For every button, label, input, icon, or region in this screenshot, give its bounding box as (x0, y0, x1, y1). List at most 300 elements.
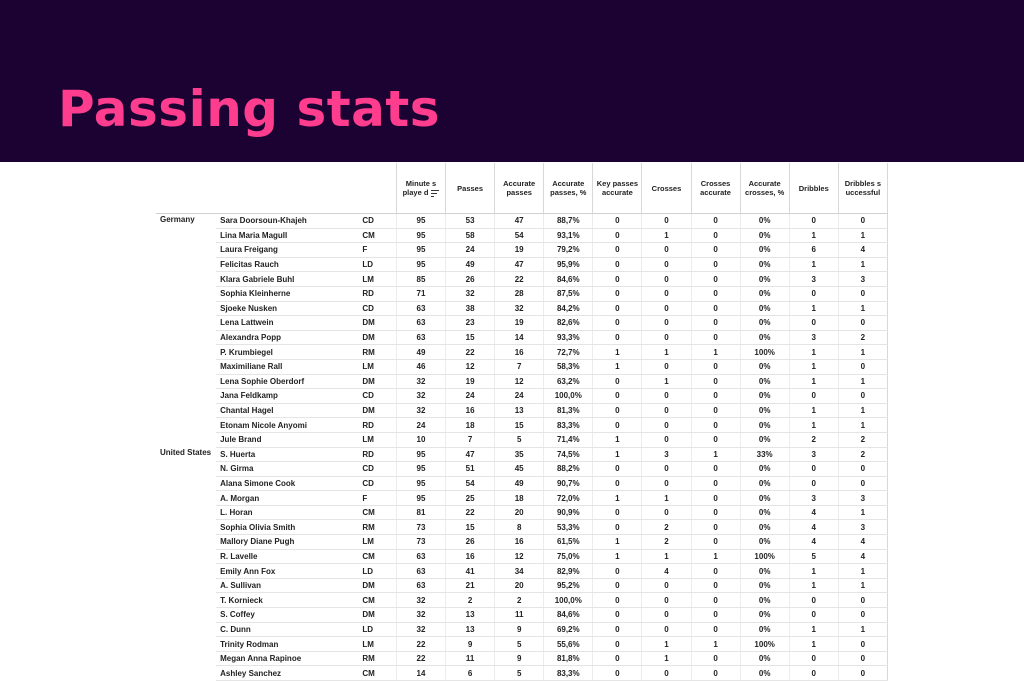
player-name: Felicitas Rauch (216, 257, 358, 272)
stat-cell: 0 (642, 316, 691, 331)
stat-cell: 1 (642, 651, 691, 666)
stat-cell: 83,3% (544, 666, 593, 681)
player-position: LM (358, 432, 396, 447)
stat-cell: 13 (446, 608, 495, 623)
stat-cell: 0% (740, 520, 789, 535)
stat-cell: 1 (789, 622, 838, 637)
stat-cell: 0% (740, 243, 789, 258)
team-name: United States (160, 448, 212, 457)
player-position: RM (358, 345, 396, 360)
stat-cell: 5 (495, 637, 544, 652)
table-row (156, 345, 888, 360)
stat-cell: 0 (593, 622, 642, 637)
header-team-blank (156, 163, 216, 214)
stat-cell: 58,3% (544, 359, 593, 374)
stat-cell: 3 (642, 447, 691, 462)
table-row (156, 403, 888, 418)
stat-cell: 19 (446, 374, 495, 389)
stat-cell: 1 (593, 447, 642, 462)
stat-cell: 95 (396, 257, 445, 272)
player-name: Lena Lattwein (216, 316, 358, 331)
table-row (156, 462, 888, 477)
stat-cell: 0 (691, 578, 740, 593)
player-position: DM (358, 403, 396, 418)
stat-cell: 85 (396, 272, 445, 287)
stat-cell: 61,5% (544, 535, 593, 550)
stat-cell: 0% (740, 286, 789, 301)
stat-cell: 0 (642, 622, 691, 637)
stat-cell: 0 (642, 418, 691, 433)
stat-cell: 0 (642, 666, 691, 681)
stat-cell: 84,6% (544, 608, 593, 623)
stat-cell: 11 (495, 608, 544, 623)
stat-cell: 79,2% (544, 243, 593, 258)
player-name: Chantal Hagel (216, 403, 358, 418)
column-header-label: Crosses (651, 183, 682, 193)
stat-cell: 0% (740, 535, 789, 550)
stat-cell: 3 (789, 491, 838, 506)
stat-cell: 0 (691, 243, 740, 258)
player-name: C. Dunn (216, 622, 358, 637)
stat-cell: 81,3% (544, 403, 593, 418)
table-row (156, 637, 888, 652)
stat-cell: 75,0% (544, 549, 593, 564)
stat-cell: 0 (691, 564, 740, 579)
stat-cell: 0 (789, 593, 838, 608)
stat-cell: 0% (740, 578, 789, 593)
player-name: A. Sullivan (216, 578, 358, 593)
stat-cell: 32 (446, 286, 495, 301)
stat-cell: 0 (691, 462, 740, 477)
stat-cell: 0 (838, 476, 887, 491)
player-name: Etonam Nicole Anyomi (216, 418, 358, 433)
stat-cell: 32 (396, 608, 445, 623)
stat-cell: 100% (740, 345, 789, 360)
player-name: Emily Ann Fox (216, 564, 358, 579)
stat-cell: 0 (642, 432, 691, 447)
stat-cell: 1 (789, 345, 838, 360)
stat-cell: 0% (740, 476, 789, 491)
player-name: Sophia Olivia Smith (216, 520, 358, 535)
player-name: Megan Anna Rapinoe (216, 651, 358, 666)
stat-cell: 0% (740, 432, 789, 447)
stat-cell: 15 (446, 520, 495, 535)
stat-cell: 0 (691, 403, 740, 418)
stat-cell: 4 (838, 549, 887, 564)
table-row (156, 418, 888, 433)
stat-cell: 12 (446, 359, 495, 374)
stat-cell: 22 (446, 345, 495, 360)
stat-cell: 0 (593, 316, 642, 331)
stat-cell: 32 (396, 593, 445, 608)
stat-cell: 23 (446, 316, 495, 331)
stat-cell: 2 (495, 593, 544, 608)
table-row (156, 374, 888, 389)
stat-cell: 0 (789, 389, 838, 404)
stat-cell: 0 (593, 403, 642, 418)
stat-cell: 28 (495, 286, 544, 301)
table-row (156, 286, 888, 301)
column-header (838, 163, 887, 214)
passing-stats-table (156, 163, 888, 681)
column-header-label: Passes (457, 183, 484, 193)
stat-cell: 1 (838, 578, 887, 593)
player-name: Klara Gabriele Buhl (216, 272, 358, 287)
stat-cell: 0 (593, 374, 642, 389)
column-header (593, 163, 642, 214)
stat-cell: 0% (740, 564, 789, 579)
player-name: Ashley Sanchez (216, 666, 358, 681)
player-position: CD (358, 389, 396, 404)
stat-cell: 0 (642, 462, 691, 477)
player-name: Laura Freigang (216, 243, 358, 258)
player-position: RD (358, 418, 396, 433)
header-name-blank (216, 163, 358, 214)
stat-cell: 34 (495, 564, 544, 579)
stat-cell: 13 (495, 403, 544, 418)
stat-cell: 32 (396, 389, 445, 404)
stat-cell: 63 (396, 578, 445, 593)
table-row (156, 549, 888, 564)
stat-cell: 4 (789, 505, 838, 520)
stat-cell: 0 (838, 637, 887, 652)
stat-cell: 0% (740, 228, 789, 243)
player-name: Lena Sophie Oberdorf (216, 374, 358, 389)
stat-cell: 24 (446, 389, 495, 404)
stat-cell: 18 (495, 491, 544, 506)
stat-cell: 47 (446, 447, 495, 462)
stat-cell: 22 (396, 651, 445, 666)
stat-cell: 0 (789, 316, 838, 331)
stat-cell: 72,0% (544, 491, 593, 506)
column-header (495, 163, 544, 214)
column-header-label: Crosses accurate (700, 179, 731, 197)
team-name: Germany (160, 215, 195, 224)
stat-cell: 1 (789, 257, 838, 272)
sort-icon[interactable] (431, 190, 439, 197)
player-name: Lina Maria Magull (216, 228, 358, 243)
player-position: CM (358, 666, 396, 681)
player-name: S. Huerta (216, 447, 358, 462)
stat-cell: 20 (495, 505, 544, 520)
stat-cell: 26 (446, 535, 495, 550)
stat-cell: 95,9% (544, 257, 593, 272)
stat-cell: 19 (495, 243, 544, 258)
player-name: Alana Simone Cook (216, 476, 358, 491)
player-position: CM (358, 549, 396, 564)
stat-cell: 90,9% (544, 505, 593, 520)
stat-cell: 100% (740, 637, 789, 652)
stat-cell: 1 (789, 637, 838, 652)
stat-cell: 1 (593, 491, 642, 506)
stat-cell: 0% (740, 214, 789, 229)
stat-cell: 88,7% (544, 214, 593, 229)
stat-cell: 0 (789, 476, 838, 491)
column-header (642, 163, 691, 214)
stat-cell: 0 (838, 666, 887, 681)
stat-cell: 63 (396, 301, 445, 316)
column-header-label: Accurate crosses, % (745, 179, 785, 197)
player-name: S. Coffey (216, 608, 358, 623)
stat-cell: 0% (740, 389, 789, 404)
stat-cell: 5 (495, 666, 544, 681)
stat-cell: 46 (396, 359, 445, 374)
stat-cell: 2 (789, 432, 838, 447)
stat-cell: 0 (691, 374, 740, 389)
stat-cell: 2 (838, 447, 887, 462)
stat-cell: 1 (691, 637, 740, 652)
stat-cell: 84,2% (544, 301, 593, 316)
stat-cell: 63 (396, 564, 445, 579)
stat-cell: 24 (396, 418, 445, 433)
stat-cell: 0% (740, 403, 789, 418)
stat-cell: 32 (495, 301, 544, 316)
stat-cell: 0 (838, 286, 887, 301)
player-position: LD (358, 622, 396, 637)
column-header-label: Dribbles (798, 183, 829, 193)
stat-cell: 0 (838, 608, 887, 623)
stat-cell: 1 (593, 345, 642, 360)
stat-cell: 0% (740, 301, 789, 316)
table-row (156, 257, 888, 272)
stat-cell: 0 (642, 505, 691, 520)
stat-cell: 69,2% (544, 622, 593, 637)
stat-cell: 82,6% (544, 316, 593, 331)
stat-cell: 0 (642, 257, 691, 272)
stat-cell: 0 (593, 257, 642, 272)
stat-cell: 95 (396, 214, 445, 229)
player-position: CD (358, 476, 396, 491)
stat-cell: 1 (789, 564, 838, 579)
stat-cell: 47 (495, 214, 544, 229)
stat-cell: 0 (593, 637, 642, 652)
player-name: Sara Doorsoun-Khajeh (216, 214, 358, 229)
stat-cell: 0 (593, 593, 642, 608)
stat-cell: 0 (691, 418, 740, 433)
player-name: Trinity Rodman (216, 637, 358, 652)
stat-cell: 63 (396, 316, 445, 331)
stat-cell: 0 (691, 666, 740, 681)
stat-cell: 16 (495, 345, 544, 360)
stat-cell: 19 (495, 316, 544, 331)
stat-cell: 90,7% (544, 476, 593, 491)
stat-cell: 0 (691, 272, 740, 287)
stat-cell: 93,3% (544, 330, 593, 345)
player-position: RM (358, 651, 396, 666)
player-position: CD (358, 462, 396, 477)
stat-cell: 2 (838, 432, 887, 447)
player-name: Sjoeke Nusken (216, 301, 358, 316)
stat-cell: 0 (789, 651, 838, 666)
stat-cell: 0 (593, 286, 642, 301)
player-position: CM (358, 228, 396, 243)
stat-cell: 95 (396, 491, 445, 506)
stat-cell: 22 (446, 505, 495, 520)
stat-cell: 0 (642, 578, 691, 593)
stat-cell: 3 (789, 272, 838, 287)
stat-cell: 0 (691, 330, 740, 345)
stat-cell: 0 (593, 564, 642, 579)
table-row (156, 564, 888, 579)
stat-cell: 0 (593, 243, 642, 258)
stat-cell: 3 (838, 491, 887, 506)
stat-cell: 100% (740, 549, 789, 564)
table-row (156, 214, 888, 229)
stat-cell: 0 (691, 520, 740, 535)
stat-cell: 2 (446, 593, 495, 608)
stat-cell: 0 (593, 476, 642, 491)
table-row (156, 389, 888, 404)
stat-cell: 1 (838, 257, 887, 272)
stat-cell: 0 (691, 651, 740, 666)
table-row (156, 622, 888, 637)
column-header (740, 163, 789, 214)
stat-cell: 12 (495, 374, 544, 389)
table-row (156, 520, 888, 535)
header-pos-blank (358, 163, 396, 214)
stat-cell: 74,5% (544, 447, 593, 462)
stat-cell: 33% (740, 447, 789, 462)
stat-cell: 1 (642, 228, 691, 243)
stat-cell: 1 (789, 403, 838, 418)
stat-cell: 0 (642, 272, 691, 287)
player-position: LD (358, 257, 396, 272)
player-position: DM (358, 316, 396, 331)
stat-cell: 41 (446, 564, 495, 579)
stat-cell: 26 (446, 272, 495, 287)
stat-cell: 0 (789, 666, 838, 681)
stat-cell: 0% (740, 257, 789, 272)
stat-cell: 72,7% (544, 345, 593, 360)
stats-table-container (156, 163, 888, 681)
stat-cell: 1 (789, 418, 838, 433)
stat-cell: 1 (838, 345, 887, 360)
stat-cell: 1 (642, 491, 691, 506)
stat-cell: 11 (446, 651, 495, 666)
stat-cell: 0 (593, 330, 642, 345)
stat-cell: 0 (593, 666, 642, 681)
stat-cell: 25 (446, 491, 495, 506)
player-position: DM (358, 330, 396, 345)
stat-cell: 0 (838, 316, 887, 331)
stat-cell: 9 (495, 622, 544, 637)
stat-cell: 3 (789, 330, 838, 345)
stat-cell: 1 (642, 637, 691, 652)
player-position: RD (358, 447, 396, 462)
stat-cell: 83,3% (544, 418, 593, 433)
table-row (156, 505, 888, 520)
stat-cell: 95 (396, 243, 445, 258)
player-position: CD (358, 301, 396, 316)
stat-cell: 0 (593, 520, 642, 535)
table-row (156, 608, 888, 623)
stat-cell: 0 (642, 359, 691, 374)
player-name: Jule Brand (216, 432, 358, 447)
player-name: R. Lavelle (216, 549, 358, 564)
stat-cell: 87,5% (544, 286, 593, 301)
stat-cell: 7 (446, 432, 495, 447)
column-header-label: Minute s playe d (402, 179, 437, 197)
stat-cell: 0% (740, 505, 789, 520)
stat-cell: 0 (789, 214, 838, 229)
column-header (789, 163, 838, 214)
stat-cell: 63 (396, 549, 445, 564)
stat-cell: 54 (446, 476, 495, 491)
player-position: LM (358, 535, 396, 550)
stat-cell: 0 (642, 476, 691, 491)
page-title: Passing stats (58, 80, 441, 138)
stat-cell: 0 (691, 491, 740, 506)
stat-cell: 0 (593, 651, 642, 666)
stat-cell: 6 (446, 666, 495, 681)
player-position: F (358, 243, 396, 258)
stat-cell: 13 (446, 622, 495, 637)
stat-cell: 95 (396, 476, 445, 491)
stat-cell: 4 (789, 520, 838, 535)
stat-cell: 5 (789, 549, 838, 564)
stat-cell: 1 (593, 535, 642, 550)
stat-cell: 0% (740, 593, 789, 608)
stat-cell: 0 (789, 462, 838, 477)
table-body (156, 214, 888, 681)
stat-cell: 3 (838, 272, 887, 287)
stat-cell: 12 (495, 549, 544, 564)
stat-cell: 1 (838, 564, 887, 579)
stat-cell: 1 (691, 549, 740, 564)
stat-cell: 0% (740, 608, 789, 623)
stat-cell: 2 (642, 535, 691, 550)
stat-cell: 32 (396, 403, 445, 418)
table-row (156, 578, 888, 593)
stat-cell: 1 (789, 301, 838, 316)
table-header-row (156, 163, 888, 214)
stat-cell: 0 (691, 359, 740, 374)
stat-cell: 0 (642, 286, 691, 301)
stat-cell: 1 (838, 418, 887, 433)
stat-cell: 0 (691, 535, 740, 550)
stat-cell: 49 (446, 257, 495, 272)
table-row (156, 651, 888, 666)
stat-cell: 0 (593, 608, 642, 623)
stat-cell: 71 (396, 286, 445, 301)
stat-cell: 0% (740, 330, 789, 345)
stat-cell: 16 (495, 535, 544, 550)
stat-cell: 0% (740, 316, 789, 331)
stat-cell: 0 (838, 214, 887, 229)
stat-cell: 1 (838, 403, 887, 418)
stat-cell: 0% (740, 374, 789, 389)
stat-cell: 45 (495, 462, 544, 477)
stat-cell: 1 (593, 432, 642, 447)
player-position: DM (358, 578, 396, 593)
stat-cell: 24 (446, 243, 495, 258)
header-banner (0, 0, 1024, 162)
table-row (156, 593, 888, 608)
stat-cell: 53,3% (544, 520, 593, 535)
stat-cell: 1 (838, 622, 887, 637)
column-header[interactable] (396, 163, 445, 214)
stat-cell: 0% (740, 359, 789, 374)
stat-cell: 1 (838, 301, 887, 316)
stat-cell: 1 (838, 505, 887, 520)
stat-cell: 1 (789, 578, 838, 593)
stat-cell: 0 (642, 301, 691, 316)
player-name: Alexandra Popp (216, 330, 358, 345)
stat-cell: 0 (691, 286, 740, 301)
stat-cell: 0 (838, 359, 887, 374)
table-row (156, 535, 888, 550)
stat-cell: 73 (396, 535, 445, 550)
